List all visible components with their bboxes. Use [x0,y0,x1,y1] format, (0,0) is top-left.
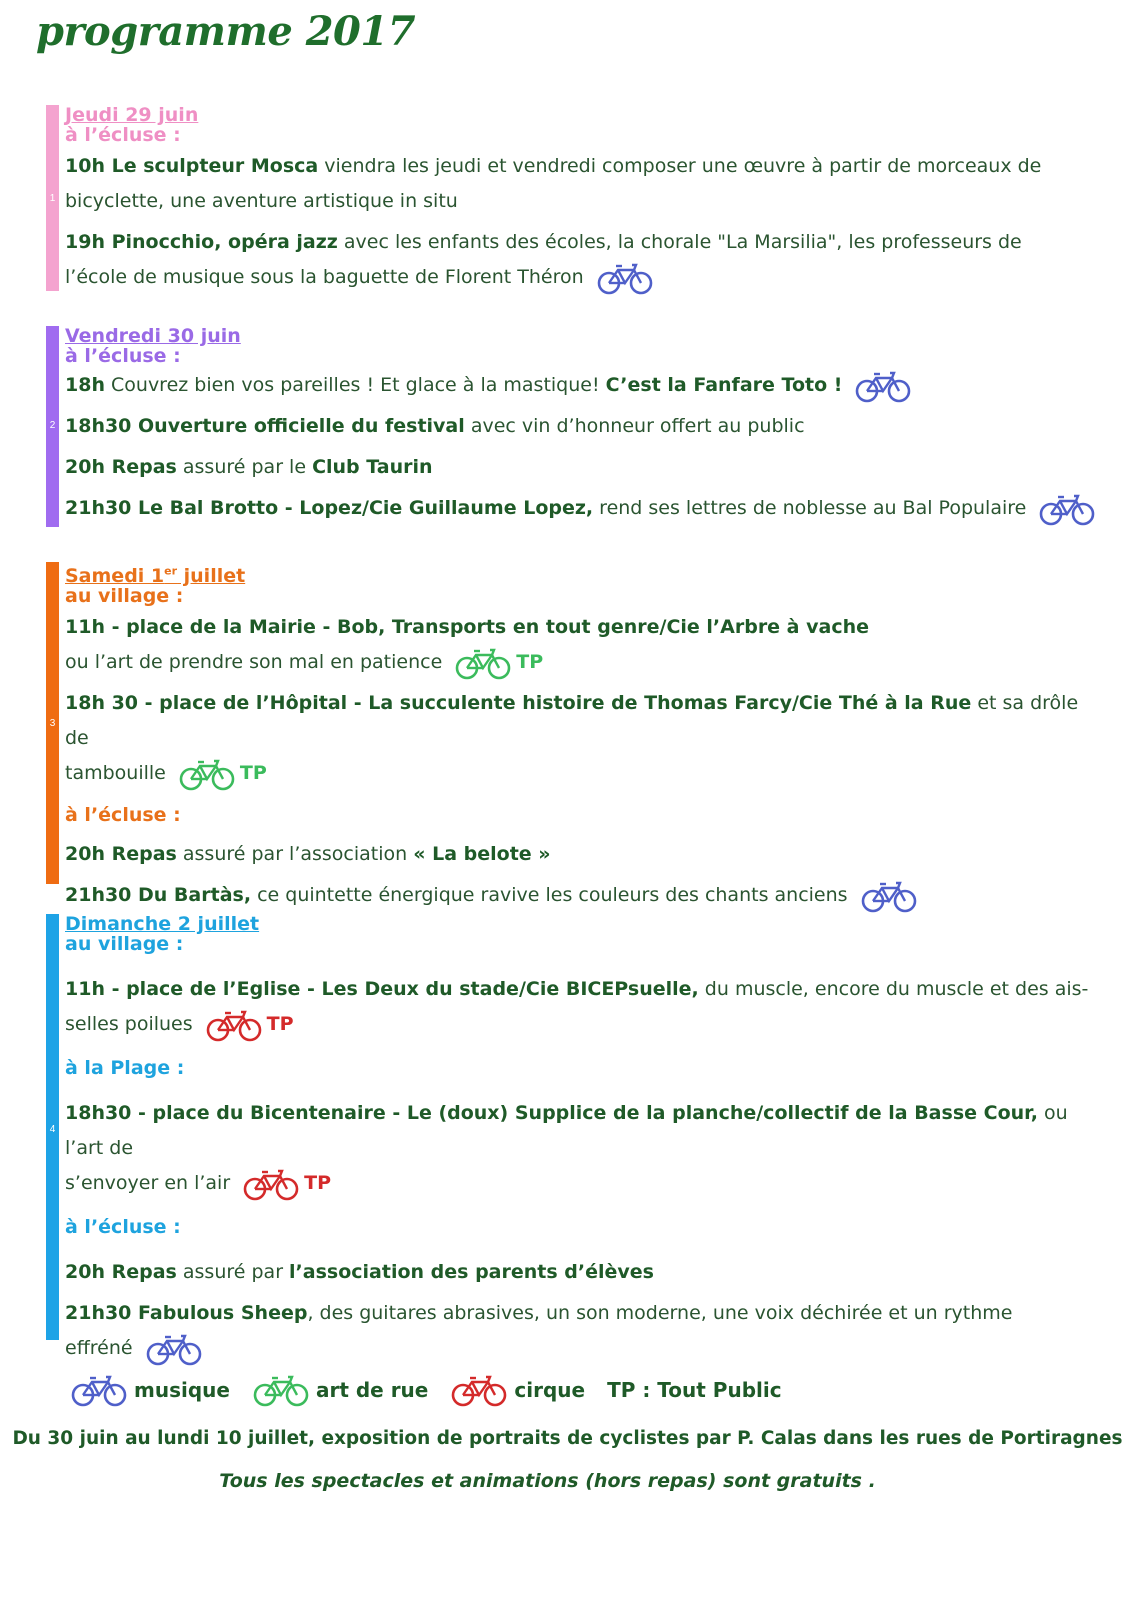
tout-public-badge: TP [239,762,267,785]
day-section-2 [46,326,1106,527]
day-heading: Samedi 1er juillet au village : [65,565,246,608]
bicycle-red-icon [450,1373,508,1407]
day-heading: Dimanche 2 juillet au village : [65,913,260,955]
bicycle-red-icon [205,1008,263,1042]
day-number: 3 [49,718,56,729]
day-number: 4 [49,1124,56,1135]
event-line: 21h30 Du Bartàs, ce quintette énergique ravive les couleurs des chants anciens [65,878,1106,913]
event-line: 11h - place de la Mairie - Bob, Transports en tout genre/Cie l’Arbre à vache ou l’art de prendre son mal en patience TP [65,610,1106,680]
day-section-1 [46,105,1106,291]
day-section-4 [46,913,1106,1359]
legend-tout-public: TP : Tout Public [607,1378,782,1402]
day-number: 2 [49,420,56,431]
event-line: 18h30 - place du Bicentenaire - Le (doux) Supplice de la planche/collectif de la Basse Cour, ou l’art de s’envoyer en l’air TP [65,1096,1106,1201]
bicycle-green-icon [454,646,512,680]
legend-musique: musique [134,1378,230,1402]
event-line: 20h Repas assuré par le Club Taurin [65,456,433,478]
legend-cirque: cirque [514,1378,586,1402]
free-entry-note: Tous les spectacles et animations (hors repas) sont gratuits . [219,1470,876,1492]
day-heading: Jeudi 29 juin à l’écluse : [65,104,199,146]
bicycle-blue-icon [145,1332,203,1366]
event-line: 18h Couvrez bien vos pareilles ! Et glace à la mastique! C’est la Fanfare Toto ! [65,368,1106,403]
legend-art-de-rue: art de rue [315,1378,429,1402]
tout-public-badge: TP [304,1172,332,1194]
event-line: 11h - place de l’Eglise - Les Deux du stade/Cie BICEPsuelle, du muscle, encore du muscle et des ais- selles poilues TP [65,972,1106,1042]
bicycle-green-icon [178,757,236,791]
bicycle-red-icon [242,1167,300,1201]
bicycle-blue-icon [596,261,654,295]
event-line: 20h Repas assuré par l’association des parents d’élèves [65,1261,654,1283]
day-heading: Vendredi 30 juin à l’écluse : [65,325,241,367]
event-line: 20h Repas assuré par l’association « La belote » [65,843,551,866]
tout-public-badge: TP [266,1013,294,1035]
location-heading: à la Plage : [65,1057,185,1079]
location-heading: à l’écluse : [65,1216,181,1238]
event-line: 19h Pinocchio, opéra jazz avec les enfants des écoles, la chorale "La Marsilia", les professeurs de l’école de musique sous la baguette de Florent Théron [65,225,1106,295]
event-line: 18h 30 - place de l’Hôpital - La succulente histoire de Thomas Farcy/Cie Thé à la Rue et sa drôle de tambouille TP [65,686,1106,791]
bicycle-blue-icon [860,879,918,913]
event-line: 21h30 Le Bal Brotto - Lopez/Cie Guillaume Lopez, rend ses lettres de noblesse au Bal Populaire [65,491,1106,526]
event-line: 18h30 Ouverture officielle du festival avec vin d’honneur offert au public [65,415,805,437]
event-line: 10h Le sculpteur Mosca viendra les jeudi et vendredi composer une œuvre à partir de morceaux de bicyclette, une aventure artistique in situ [65,155,1042,212]
bicycle-blue-icon [854,369,912,403]
tout-public-badge: TP [516,651,544,674]
day-section-3 [46,562,1106,907]
exhibition-note: Du 30 juin au lundi 10 juillet, exposition de portraits de cyclistes par P. Calas dans les rues de Portiragnes [12,1428,1123,1449]
bicycle-blue-icon [70,1373,128,1407]
page-title: programme 2017 [36,8,416,55]
bicycle-green-icon [252,1373,310,1407]
bicycle-blue-icon [1038,492,1096,526]
day-number: 1 [49,193,56,204]
event-line: 21h30 Fabulous Sheep, des guitares abrasives, un son moderne, une voix déchirée et un rythme effréné [65,1296,1106,1366]
location-heading: à l’écluse : [65,804,181,827]
legend [70,1373,804,1407]
